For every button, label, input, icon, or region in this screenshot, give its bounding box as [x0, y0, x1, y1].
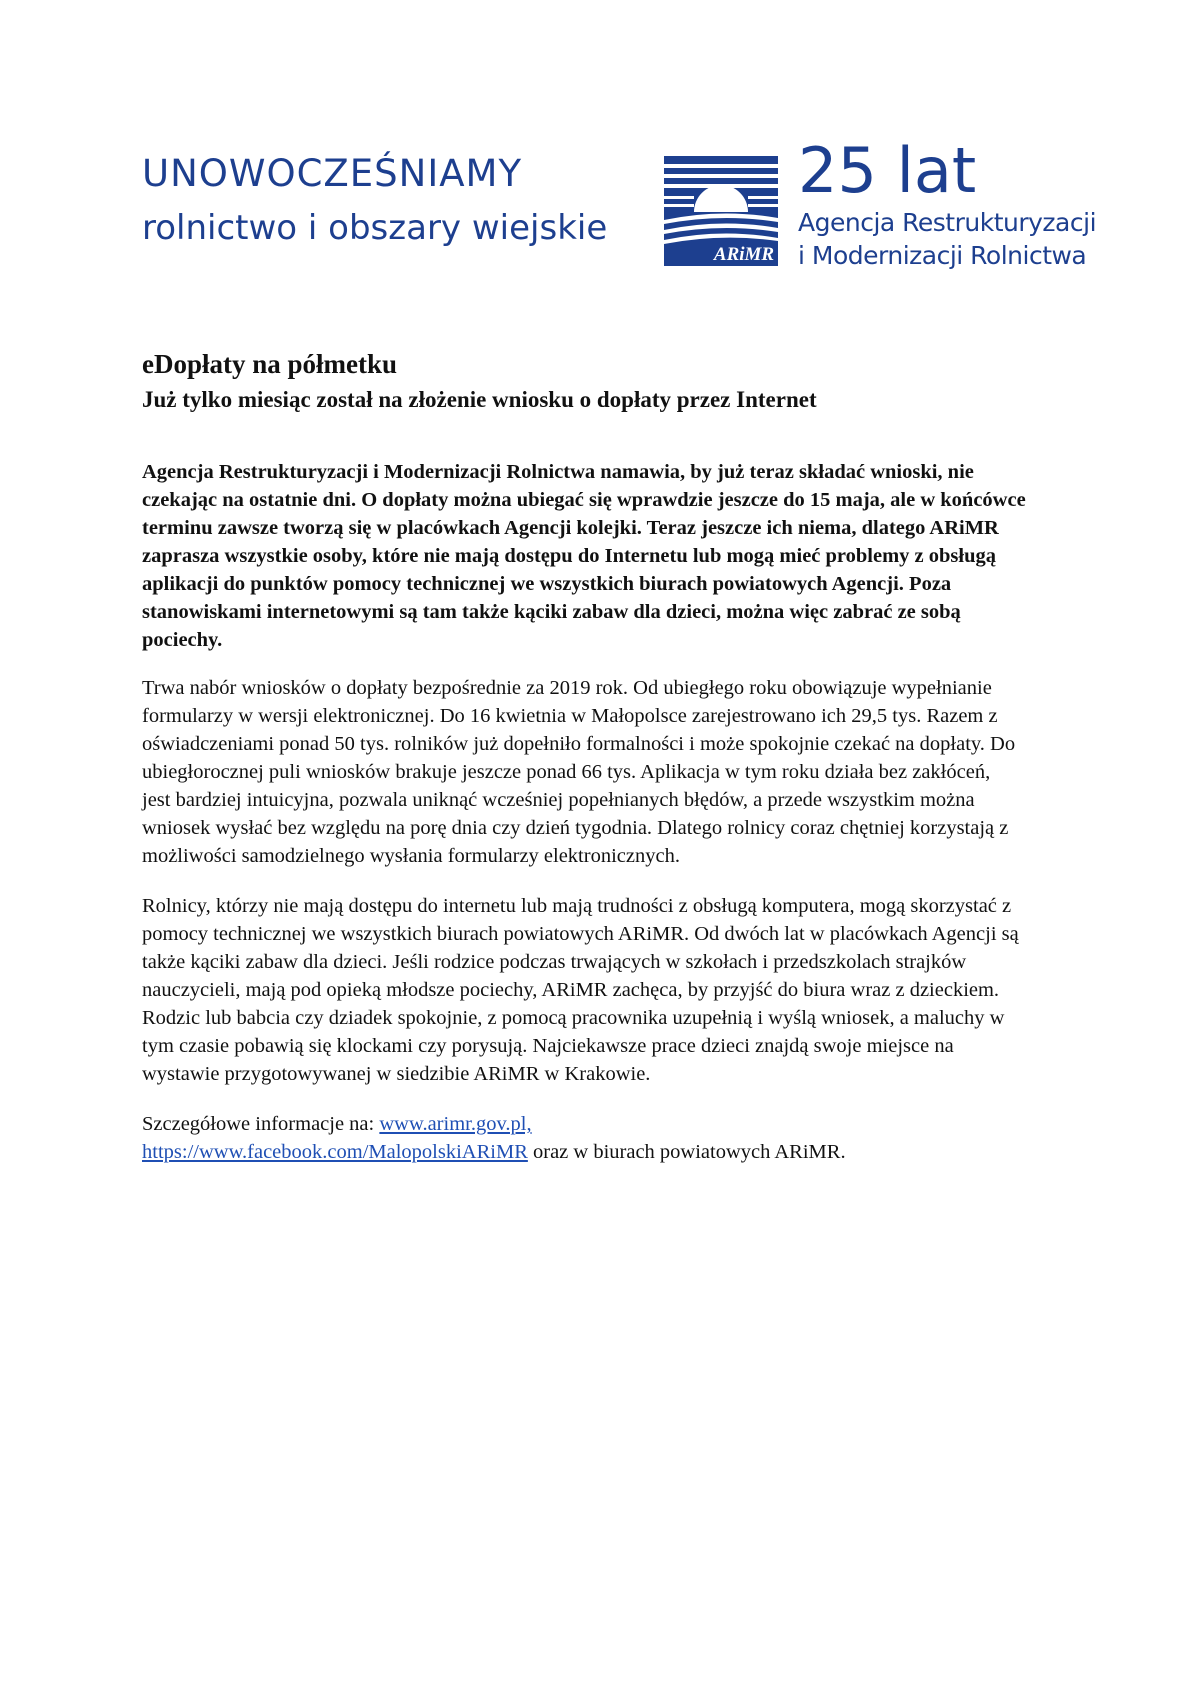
article-subtitle: Już tylko miesiąc został na złożenie wniosku o dopłaty przez Internet — [142, 387, 817, 412]
arimr-logo-icon — [664, 156, 778, 266]
article-paragraph-2: Rolnicy, którzy nie mają dostępu do internetu lub mają trudności z obsługą komputera, mogą skorzystać z pomocy technicznej we wszystkich biurach powiatowych ARiMR. Od dwóch lat w placówkach Agencji są także kąciki zabaw dla dzieci. Jeśli rodzice podczas trwających w szkołach i przedszkolach strajków nauczycieli, mają pod opieką młodsze pociechy, ARiMR zachęca, by przyjść do biura wraz z dzieckiem. Rodzic lub babcia czy dziadek spokojnie, z pomocą pracownika uzupełnią i wyślą wniosek, a maluchy w tym czasie pobawią się klockami czy porysują. Najciekawsze prace dzieci znajdą swoje miejsce na wystawie przygotowywanej w siedzibie ARiMR w Krakowie. — [142, 895, 1019, 1085]
agency-name-line-1: Agencja Restrukturyzacji — [798, 208, 1097, 237]
link-arimr-website[interactable]: www.arimr.gov.pl, — [379, 1113, 532, 1135]
info-suffix: oraz w biurach powiatowych ARiMR. — [527, 1141, 846, 1163]
slogan-line-2: rolnictwo i obszary wiejskie — [142, 208, 608, 248]
anniversary-label: 25 lat — [798, 134, 977, 207]
article-paragraph-1: Trwa nabór wniosków o dopłaty bezpośrednie za 2019 rok. Od ubiegłego roku obowiązuje wypełnianie formularzy w wersji elektronicznej. Do 16 kwietnia w Małopolsce zarejestrowano ich 29,5 tys. Razem z oświadczeniami ponad 50 tys. rolników już dopełniło formalności i może spokojnie czekać na dopłaty. Do ubiegłorocznej puli wniosków brakuje jeszcze ponad 66 tys. Aplikacja w tym roku działa bez zakłóceń, jest bardziej intuicyjna, pozwala uniknąć wcześniej popełnianych błędów, a przede wszystkim można wniosek wysłać bez względu na porę dnia czy dzień tygodnia. Dlatego rolnicy coraz chętniej korzystają z możliwości samodzielnego wysłania formularzy elektronicznych. — [142, 677, 1016, 867]
anniversary-block — [798, 136, 1096, 272]
slogan-block — [142, 152, 607, 250]
info-prefix: Szczegółowe informacje na: — [142, 1113, 380, 1135]
svg-text:ARiMR: ARiMR — [713, 244, 775, 265]
slogan-line-1: UNOWOCZEŚNIAMY — [142, 152, 523, 195]
article-title: eDopłaty na półmetku — [142, 349, 398, 379]
link-facebook[interactable]: https://www.facebook.com/MalopolskiARiMR — [142, 1141, 528, 1163]
agency-name-line-2: i Modernizacji Rolnictwa — [798, 241, 1087, 270]
info-paragraph — [142, 1110, 1022, 1166]
article — [142, 346, 1062, 1166]
article-lead: Agencja Restrukturyzacji i Modernizacji Rolnictwa namawia, by już teraz składać wnioski, nie czekając na ostatnie dni. O dopłaty można ubiegać się wprawdzie jeszcze do 15 maja, ale w końcówce terminu zawsze tworzą się w placówkach Agencji kolejki. Teraz jeszcze ich niema, dlatego ARiMR zaprasza wszystkie osoby, które nie mają dostępu do Internetu lub mogą mieć problemy z obsługą aplikacji do punktów pomocy technicznej we wszystkich biurach powiatowych Agencji. Poza stanowiskami internetowymi są tam także kąciki zabaw dla dzieci, można więc zabrać ze sobą pociechy. — [142, 461, 1026, 651]
